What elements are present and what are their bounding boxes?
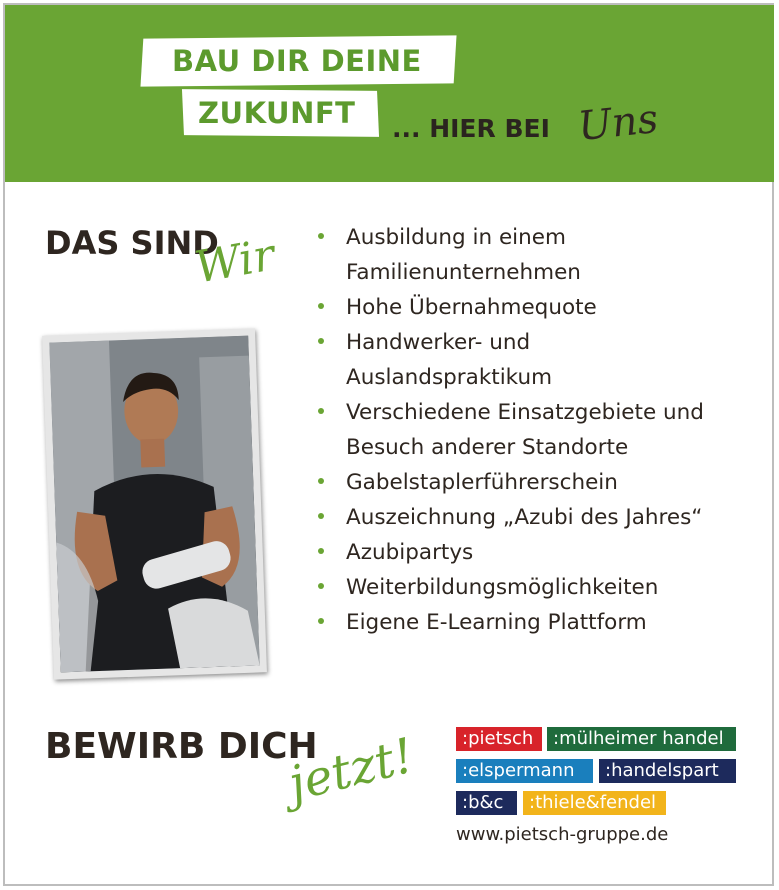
headline-line-1: BAU DIR DEINE — [172, 44, 422, 78]
bullet-icon — [318, 513, 324, 519]
benefit-text: Auszeichnung „Azubi des Jahres“ — [346, 505, 703, 530]
trainee-photo — [42, 328, 267, 679]
person-illustration — [49, 336, 259, 673]
brand-muelheimer-handel: :mülheimer handel — [547, 727, 736, 751]
benefit-text: Familienunternehmen — [346, 260, 581, 285]
headline-line-3: ... HIER BEI — [392, 114, 550, 143]
benefit-item — [318, 395, 758, 465]
bullet-icon — [318, 618, 324, 624]
benefit-text: Ausbildung in einem — [346, 225, 566, 250]
website-url[interactable]: www.pietsch-gruppe.de — [456, 824, 669, 845]
benefit-item — [318, 220, 758, 290]
headline-script-uns: Uns — [575, 95, 661, 151]
brand-elspermann: :elspermann — [456, 759, 593, 783]
section-title-bewirb-dich: BEWIRB DICH — [45, 726, 318, 767]
section-title-das-sind: DAS SIND — [45, 224, 219, 262]
benefit-text: Besuch anderer Standorte — [346, 435, 629, 460]
section-script-jetzt: jetzt! — [283, 727, 420, 813]
benefit-text: Auslandspraktikum — [346, 365, 553, 390]
benefits-list — [318, 220, 758, 640]
benefit-text: Azubipartys — [346, 540, 474, 565]
benefit-item — [318, 535, 758, 570]
headline-line-2: ZUKUNFT — [198, 96, 356, 130]
bullet-icon — [318, 233, 324, 239]
brand-pietsch: :pietsch — [456, 727, 542, 751]
benefit-text: Weiterbildungsmöglichkeiten — [346, 575, 659, 600]
benefit-item — [318, 570, 758, 605]
benefit-text: Hohe Übernahmequote — [346, 295, 597, 320]
brand-handelspart: :handelspart — [599, 759, 736, 783]
benefit-text: Gabelstaplerführerschein — [346, 470, 618, 495]
bullet-icon — [318, 303, 324, 309]
benefit-text: Verschiedene Einsatzgebiete und — [346, 400, 704, 425]
bullet-icon — [318, 338, 324, 344]
brand-thiele-fendel: :thiele&fendel — [523, 791, 666, 815]
trainee-photo-image — [49, 336, 259, 673]
benefit-item — [318, 465, 758, 500]
section-script-wir: Wir — [191, 229, 279, 294]
bullet-icon — [318, 548, 324, 554]
benefit-text: Handwerker- und — [346, 330, 531, 355]
bullet-icon — [318, 583, 324, 589]
benefit-item — [318, 605, 758, 640]
bullet-icon — [318, 478, 324, 484]
benefit-item — [318, 325, 758, 395]
benefit-item — [318, 500, 758, 535]
benefit-text: Eigene E-Learning Plattform — [346, 610, 647, 635]
benefit-item — [318, 290, 758, 325]
bullet-icon — [318, 408, 324, 414]
brand-b-and-c: :b&c — [456, 791, 517, 815]
header-banner — [5, 5, 774, 182]
